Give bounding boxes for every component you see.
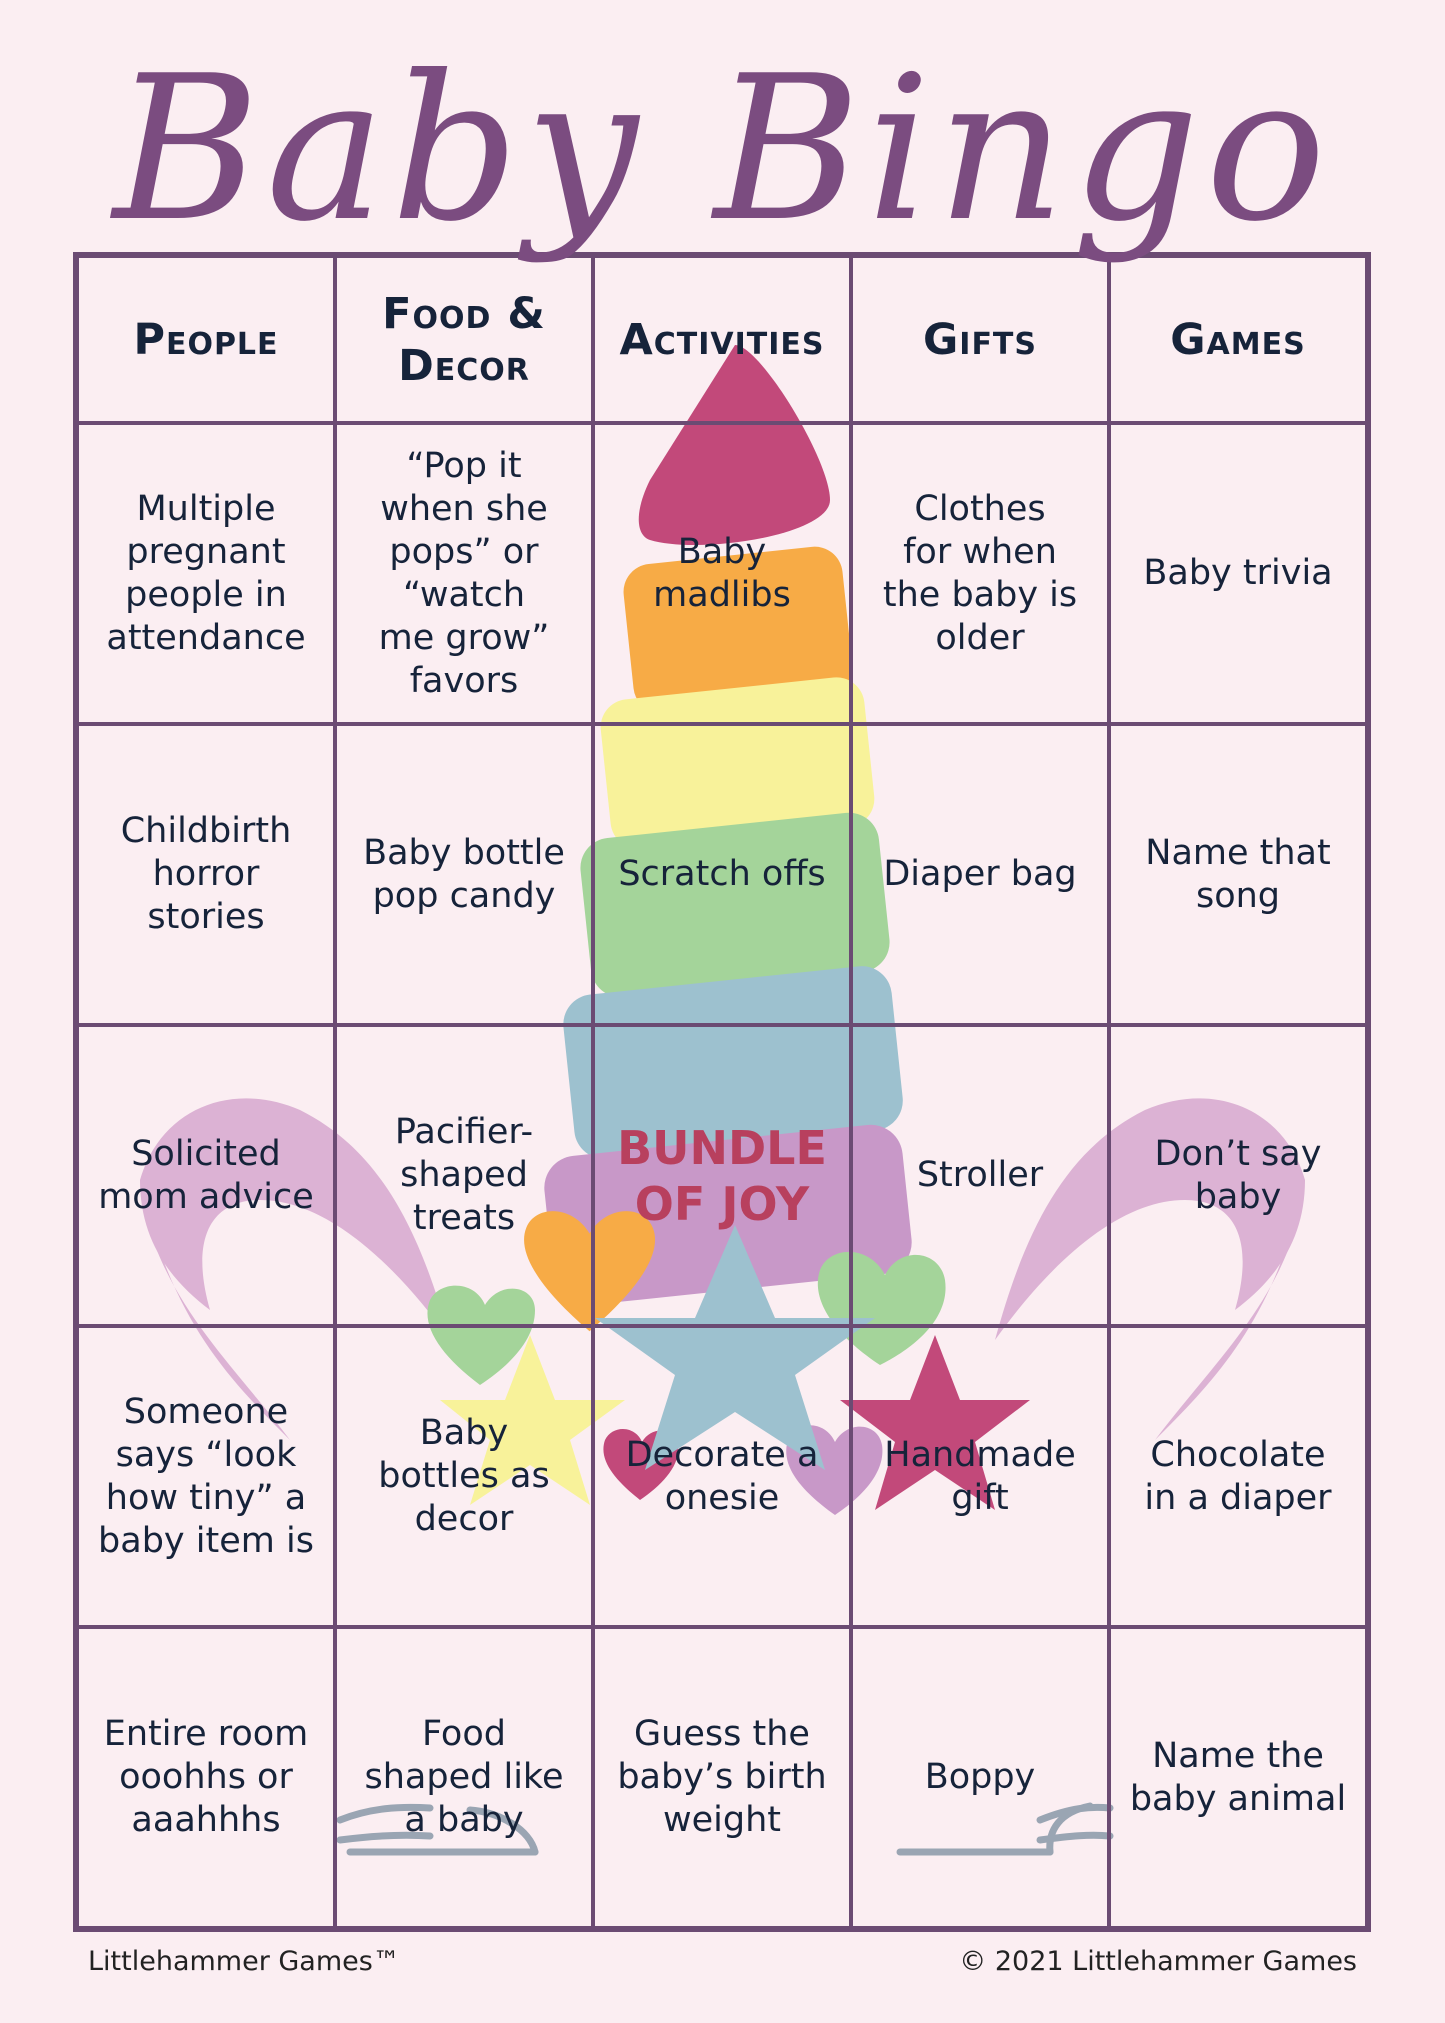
bingo-square[interactable]: Someone says “look how tiny” a baby item is: [77, 1326, 335, 1627]
free-space[interactable]: BUNDLE OF JOY: [593, 1025, 851, 1326]
bingo-square[interactable]: “Pop it when she pops” or “watch me grow” favors: [335, 423, 593, 724]
header-games: Games: [1109, 256, 1367, 423]
bingo-square[interactable]: Multiple pregnant people in attendance: [77, 423, 335, 724]
header-food-decor: Food & Decor: [335, 256, 593, 423]
bingo-square[interactable]: Diaper bag: [851, 724, 1109, 1025]
bingo-square[interactable]: Scratch offs: [593, 724, 851, 1025]
bingo-square[interactable]: Boppy: [851, 1627, 1109, 1928]
bingo-square[interactable]: Baby trivia: [1109, 423, 1367, 724]
bingo-square[interactable]: Decorate a onesie: [593, 1326, 851, 1627]
bingo-square[interactable]: Handmade gift: [851, 1326, 1109, 1627]
bingo-square[interactable]: Entire room ooohhs or aaahhhs: [77, 1627, 335, 1928]
bingo-square[interactable]: Name that song: [1109, 724, 1367, 1025]
header-gifts: Gifts: [851, 256, 1109, 423]
footer-brand: Littlehammer Games™: [88, 1946, 400, 1977]
bingo-square[interactable]: Chocolate in a diaper: [1109, 1326, 1367, 1627]
bingo-square[interactable]: Name the baby animal: [1109, 1627, 1367, 1928]
bingo-square[interactable]: Stroller: [851, 1025, 1109, 1326]
bingo-square[interactable]: Childbirth horror stories: [77, 724, 335, 1025]
bingo-square[interactable]: Don’t say baby: [1109, 1025, 1367, 1326]
bingo-square[interactable]: Pacifier- shaped treats: [335, 1025, 593, 1326]
header-activities: Activities: [593, 256, 851, 423]
bingo-square[interactable]: Baby bottles as decor: [335, 1326, 593, 1627]
footer-copyright: © 2021 Littlehammer Games: [959, 1946, 1357, 1977]
bingo-card: [73, 252, 1371, 1932]
bingo-square[interactable]: Solicited mom advice: [77, 1025, 335, 1326]
bingo-square[interactable]: Baby madlibs: [593, 423, 851, 724]
bingo-square[interactable]: Baby bottle pop candy: [335, 724, 593, 1025]
header-people: People: [77, 256, 335, 423]
page-title: Baby Bingo: [113, 33, 1332, 266]
bingo-square[interactable]: Clothes for when the baby is older: [851, 423, 1109, 724]
bingo-square[interactable]: Guess the baby’s birth weight: [593, 1627, 851, 1928]
bingo-square[interactable]: Food shaped like a baby: [335, 1627, 593, 1928]
